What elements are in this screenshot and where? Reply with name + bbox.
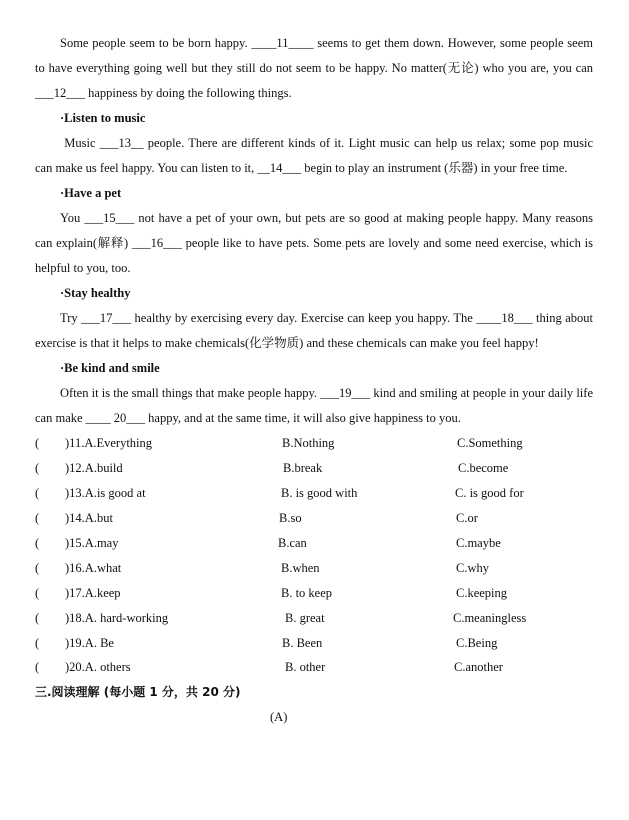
option-a: )11.A.Everything xyxy=(65,436,153,450)
question-row xyxy=(35,535,595,551)
heading-be-kind: ·Be kind and smile xyxy=(60,361,160,375)
option-b: B. other xyxy=(285,660,326,674)
option-a: )14.A.but xyxy=(65,511,113,525)
passage-paragraph-kind: Often it is the small things that make people happy. ___19___ kind and smiling at people in your daily life can make ____ 20___ happy, and at the same time, it will also give happiness to you. xyxy=(35,386,593,425)
option-c: C. is good for xyxy=(455,486,524,500)
question-row xyxy=(35,585,595,601)
answer-paren[interactable]: ( xyxy=(35,561,40,575)
question-row xyxy=(35,659,595,675)
answer-paren[interactable]: ( xyxy=(35,461,40,475)
question-row xyxy=(35,460,595,476)
option-a: )19.A. Be xyxy=(65,636,114,650)
option-c: C.meaningless xyxy=(453,611,527,625)
option-b: B. to keep xyxy=(281,586,333,600)
option-b: B.break xyxy=(283,461,323,475)
option-c: C.Something xyxy=(457,436,523,450)
option-b: B. is good with xyxy=(281,486,358,500)
option-c: C.or xyxy=(456,511,478,525)
passage-paragraph-healthy: Try ___17___ healthy by exercising every day. Exercise can keep you happy. The ____18___ thing about exercise is that it helps to make chemicals(化学物质) and these chemicals can make you feel happy! xyxy=(35,311,593,350)
passage-paragraph-music: Music ___13__ people. There are different kinds of it. Light music can help us relax; some pop music can make us feel happy. You can listen to it, __14___ begin to play an instrument (乐器) in your free time. xyxy=(35,136,593,175)
option-c: C.another xyxy=(454,660,503,674)
option-a: )20.A. others xyxy=(65,660,131,674)
question-row xyxy=(35,510,595,526)
option-b: B. great xyxy=(285,611,325,625)
option-a: )13.A.is good at xyxy=(65,486,146,500)
answer-paren[interactable]: ( xyxy=(35,586,40,600)
option-a: )18.A. hard-working xyxy=(65,611,169,625)
option-b: B.so xyxy=(279,511,302,525)
question-row xyxy=(35,485,595,501)
option-c: C.why xyxy=(456,561,489,575)
passage-paragraph-pet: You ___15___ not have a pet of your own, but pets are so good at making people happy. Many reasons can explain(解释) ___16___ people like to have pets. Some pets are lovely and some need exercise, which is helpful to you, too. xyxy=(35,211,593,275)
option-a: )12.A.build xyxy=(65,461,123,475)
answer-paren[interactable]: ( xyxy=(35,636,40,650)
answer-paren[interactable]: ( xyxy=(35,486,40,500)
question-row xyxy=(35,635,595,651)
passage-paragraph-intro: Some people seem to be born happy. ____11____ seems to get them down. However, some people seem to have everything going well but they still do not seem to be happy. No matter(无论) who you are, you can ___12___ happiness by doing the following things. xyxy=(35,36,593,100)
option-b: B.can xyxy=(278,536,307,550)
option-a: )17.A.keep xyxy=(65,586,121,600)
option-b: B.when xyxy=(281,561,320,575)
question-row xyxy=(35,560,595,576)
option-c: C.keeping xyxy=(456,586,508,600)
option-c: C.become xyxy=(458,461,509,475)
answer-paren[interactable]: ( xyxy=(35,536,40,550)
option-c: C.Being xyxy=(456,636,498,650)
section-title-reading: 三.阅读理解 (每小题 1 分，共 20 分) xyxy=(35,685,241,699)
heading-have-a-pet: ·Have a pet xyxy=(60,186,122,200)
heading-listen-to-music: ·Listen to music xyxy=(60,111,146,125)
option-b: B.Nothing xyxy=(282,436,335,450)
option-a: )16.A.what xyxy=(65,561,122,575)
question-row xyxy=(35,435,595,451)
option-b: B. Been xyxy=(282,636,323,650)
answer-paren[interactable]: ( xyxy=(35,660,40,674)
answer-paren[interactable]: ( xyxy=(35,611,40,625)
answer-paren[interactable]: ( xyxy=(35,511,40,525)
heading-stay-healthy: ·Stay healthy xyxy=(60,286,131,300)
option-c: C.maybe xyxy=(456,536,501,550)
part-label: (A) xyxy=(270,710,288,724)
answer-paren[interactable]: ( xyxy=(35,436,40,450)
question-row xyxy=(35,610,595,626)
option-a: )15.A.may xyxy=(65,536,119,550)
